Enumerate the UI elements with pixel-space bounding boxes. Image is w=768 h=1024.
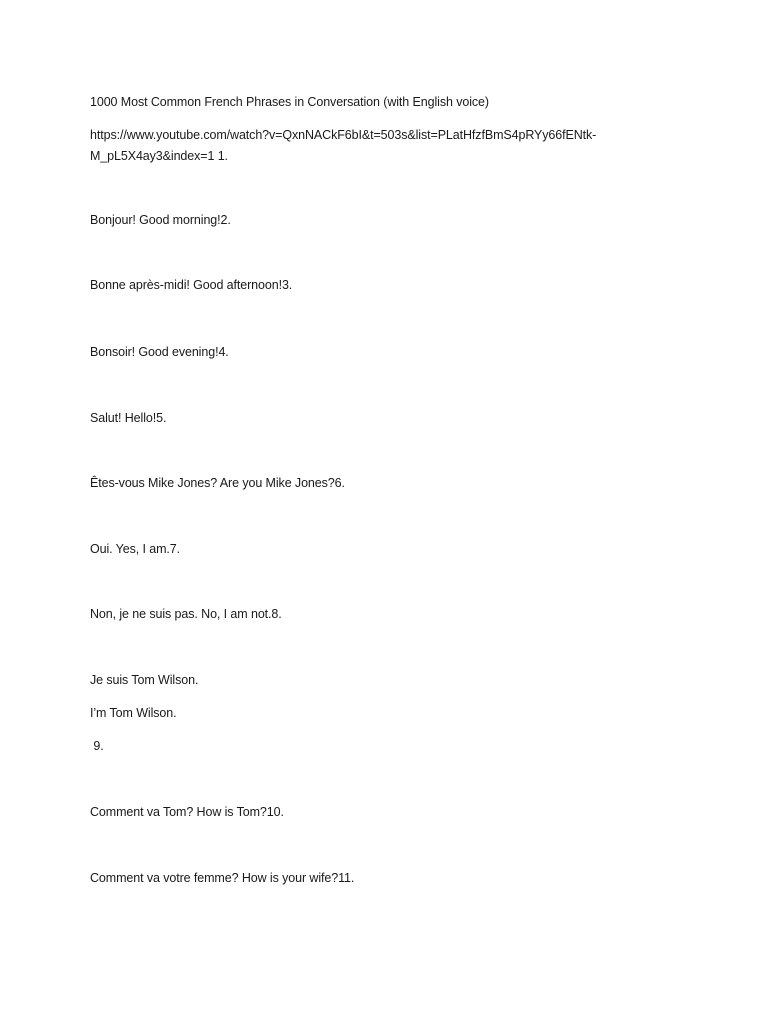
- phrase-line-10: Comment va Tom? How is Tom?10.: [90, 805, 284, 819]
- video-url-line-2[interactable]: M_pL5X4ay3&index=1 1.: [90, 149, 228, 163]
- phrase-line-8: Je suis Tom Wilson.: [90, 673, 199, 687]
- phrase-line-7: Non, je ne suis pas. No, I am not.8.: [90, 607, 282, 621]
- phrase-line-4: Salut! Hello!5.: [90, 411, 167, 425]
- phrase-line-11: Comment va votre femme? How is your wife?11.: [90, 871, 355, 885]
- phrase-line-6: Oui. Yes, I am.7.: [90, 542, 181, 556]
- phrase-number-9: 9.: [90, 739, 104, 753]
- phrase-line-3: Bonsoir! Good evening!4.: [90, 345, 229, 359]
- phrase-line-1: Bonjour! Good morning!2.: [90, 213, 231, 227]
- video-url[interactable]: [90, 125, 650, 167]
- phrase-line-5: Êtes-vous Mike Jones? Are you Mike Jones?6.: [90, 476, 345, 490]
- phrase-line-2: Bonne après-midi! Good afternoon!3.: [90, 278, 293, 292]
- document-title: 1000 Most Common French Phrases in Conversation (with English voice): [90, 95, 489, 109]
- phrase-line-9: I’m Tom Wilson.: [90, 706, 177, 720]
- video-url-line-1[interactable]: https://www.youtube.com/watch?v=QxnNACkF6bI&t=503s&list=PLatHfzfBmS4pRYy66fENtk-: [90, 128, 597, 142]
